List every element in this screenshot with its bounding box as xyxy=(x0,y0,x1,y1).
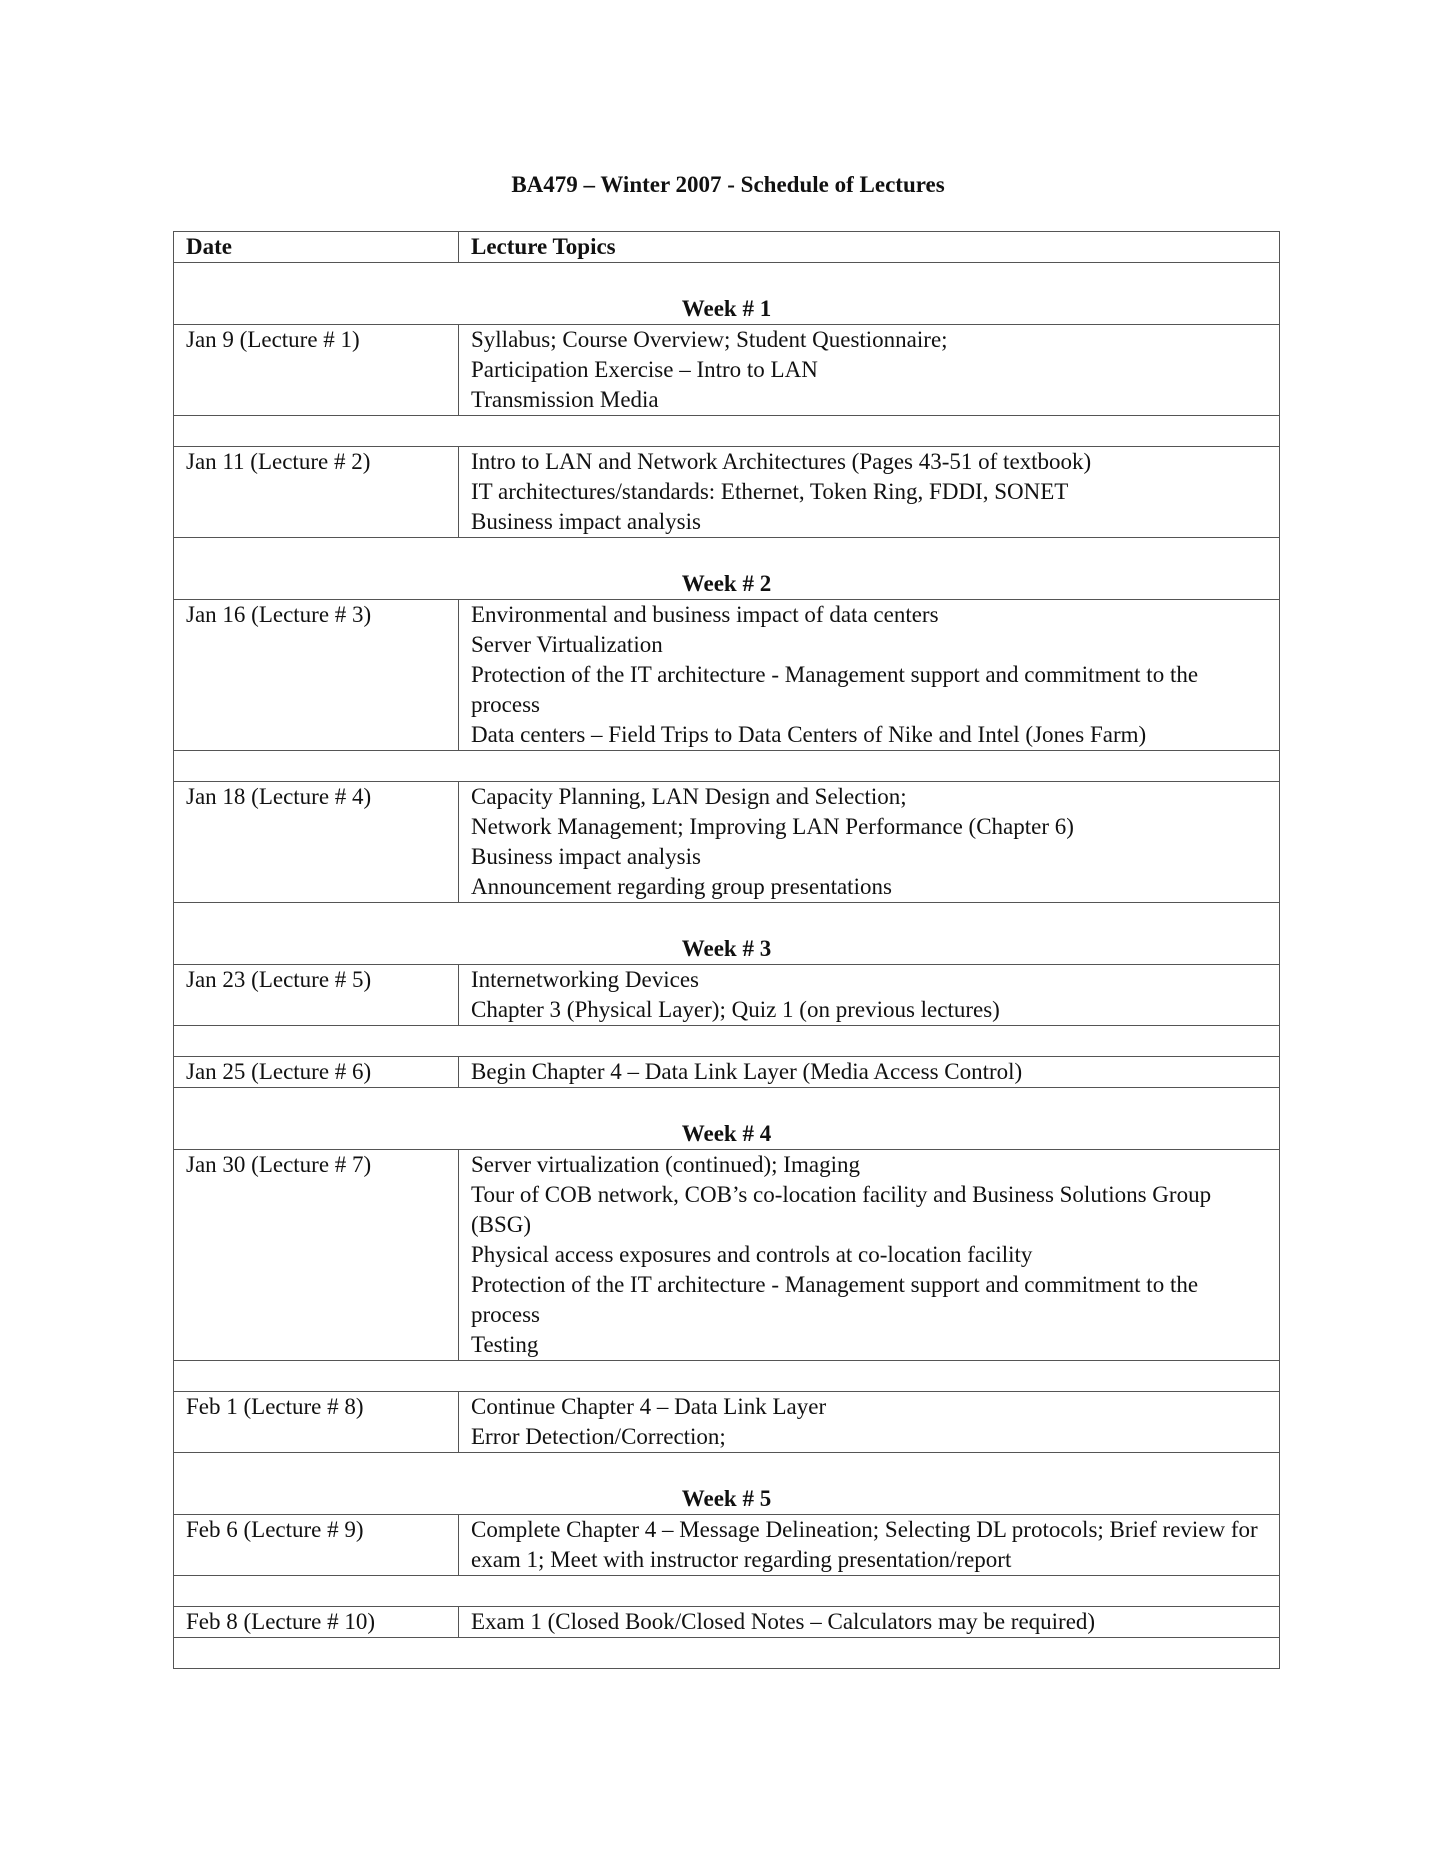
spacer-cell xyxy=(174,416,1280,447)
topic-line: Business impact analysis xyxy=(471,509,701,534)
week-row xyxy=(174,538,1280,600)
date-column-header: Date xyxy=(174,232,459,263)
topic-line: Testing xyxy=(471,1332,539,1357)
lecture-topics xyxy=(459,965,1280,1026)
topic-line: Begin Chapter 4 – Data Link Layer (Media Access Control) xyxy=(471,1059,1023,1084)
lecture-topics xyxy=(459,1057,1280,1088)
week-label: Week # 5 xyxy=(174,1453,1280,1515)
topic-line: Syllabus; Course Overview; Student Questionnaire; xyxy=(471,327,948,352)
spacer-cell xyxy=(174,1638,1280,1669)
spacer-cell xyxy=(174,1361,1280,1392)
spacer-cell xyxy=(174,751,1280,782)
topic-line: Continue Chapter 4 – Data Link Layer xyxy=(471,1394,827,1419)
spacer-row xyxy=(174,1638,1280,1669)
spacer-row xyxy=(174,1576,1280,1607)
lecture-date: Jan 18 (Lecture # 4) xyxy=(174,782,459,903)
spacer-cell xyxy=(174,1576,1280,1607)
week-label: Week # 4 xyxy=(174,1088,1280,1150)
table-header-row xyxy=(174,232,1280,263)
lecture-date: Jan 23 (Lecture # 5) xyxy=(174,965,459,1026)
lecture-date: Feb 1 (Lecture # 8) xyxy=(174,1392,459,1453)
topic-line: Protection of the IT architecture - Management support and commitment to the process xyxy=(471,1272,1199,1327)
lecture-topics xyxy=(459,325,1280,416)
week-label: Week # 1 xyxy=(174,263,1280,325)
spacer-row xyxy=(174,1026,1280,1057)
lecture-row xyxy=(174,447,1280,538)
lecture-row xyxy=(174,325,1280,416)
topic-line: Exam 1 (Closed Book/Closed Notes – Calculators may be required) xyxy=(471,1609,1096,1634)
week-label: Week # 3 xyxy=(174,903,1280,965)
lecture-row xyxy=(174,1607,1280,1638)
lecture-row xyxy=(174,1057,1280,1088)
lecture-topics xyxy=(459,600,1280,751)
topic-line: Protection of the IT architecture - Management support and commitment to the process xyxy=(471,662,1199,717)
lecture-topics xyxy=(459,1392,1280,1453)
topic-line: Capacity Planning, LAN Design and Selection; xyxy=(471,784,907,809)
week-row xyxy=(174,263,1280,325)
lecture-row xyxy=(174,1150,1280,1361)
lecture-topics xyxy=(459,782,1280,903)
topic-line: Participation Exercise – Intro to LAN xyxy=(471,357,818,382)
topic-line: Announcement regarding group presentations xyxy=(471,874,892,899)
document-title: BA479 – Winter 2007 - Schedule of Lectures xyxy=(511,172,945,197)
topic-line: Chapter 3 (Physical Layer); Quiz 1 (on previous lectures) xyxy=(471,997,1000,1022)
lecture-row xyxy=(174,965,1280,1026)
lecture-date: Jan 25 (Lecture # 6) xyxy=(174,1057,459,1088)
topic-line: Error Detection/Correction; xyxy=(471,1424,726,1449)
topic-line: Server Virtualization xyxy=(471,632,663,657)
topic-line: IT architectures/standards: Ethernet, Token Ring, FDDI, SONET xyxy=(471,479,1069,504)
lecture-row xyxy=(174,1392,1280,1453)
spacer-cell xyxy=(174,1026,1280,1057)
week-label: Week # 2 xyxy=(174,538,1280,600)
lecture-date: Feb 6 (Lecture # 9) xyxy=(174,1515,459,1576)
schedule-body xyxy=(174,232,1280,1669)
topic-line: Network Management; Improving LAN Performance (Chapter 6) xyxy=(471,814,1074,839)
week-row xyxy=(174,1088,1280,1150)
topic-line: Tour of COB network, COB’s co-location facility and Business Solutions Group (BSG) xyxy=(471,1182,1212,1237)
topic-line: Intro to LAN and Network Architectures (Pages 43-51 of textbook) xyxy=(471,449,1092,474)
lecture-row xyxy=(174,1515,1280,1576)
topic-line: Complete Chapter 4 – Message Delineation; Selecting DL protocols; Brief review for exam 1; Meet with instructor regarding presentation/report xyxy=(471,1517,1258,1572)
topic-line: Business impact analysis xyxy=(471,844,701,869)
spacer-row xyxy=(174,416,1280,447)
lecture-date: Jan 11 (Lecture # 2) xyxy=(174,447,459,538)
spacer-row xyxy=(174,1361,1280,1392)
topic-line: Environmental and business impact of data centers xyxy=(471,602,939,627)
topic-line: Data centers – Field Trips to Data Centers of Nike and Intel (Jones Farm) xyxy=(471,722,1147,747)
week-row xyxy=(174,1453,1280,1515)
lecture-date: Jan 16 (Lecture # 3) xyxy=(174,600,459,751)
topic-line: Physical access exposures and controls at co-location facility xyxy=(471,1242,1033,1267)
lecture-schedule-table xyxy=(173,231,1280,1669)
topic-line: Internetworking Devices xyxy=(471,967,700,992)
lecture-row xyxy=(174,600,1280,751)
lecture-row xyxy=(174,782,1280,903)
topic-line: Server virtualization (continued); Imaging xyxy=(471,1152,860,1177)
lecture-date: Jan 30 (Lecture # 7) xyxy=(174,1150,459,1361)
week-row xyxy=(174,903,1280,965)
topic-line: Transmission Media xyxy=(471,387,659,412)
lecture-topics xyxy=(459,1150,1280,1361)
lecture-date: Feb 8 (Lecture # 10) xyxy=(174,1607,459,1638)
lecture-date: Jan 9 (Lecture # 1) xyxy=(174,325,459,416)
lecture-topics xyxy=(459,447,1280,538)
spacer-row xyxy=(174,751,1280,782)
lecture-topics xyxy=(459,1515,1280,1576)
topics-column-header: Lecture Topics xyxy=(459,232,1280,263)
lecture-topics xyxy=(459,1607,1280,1638)
